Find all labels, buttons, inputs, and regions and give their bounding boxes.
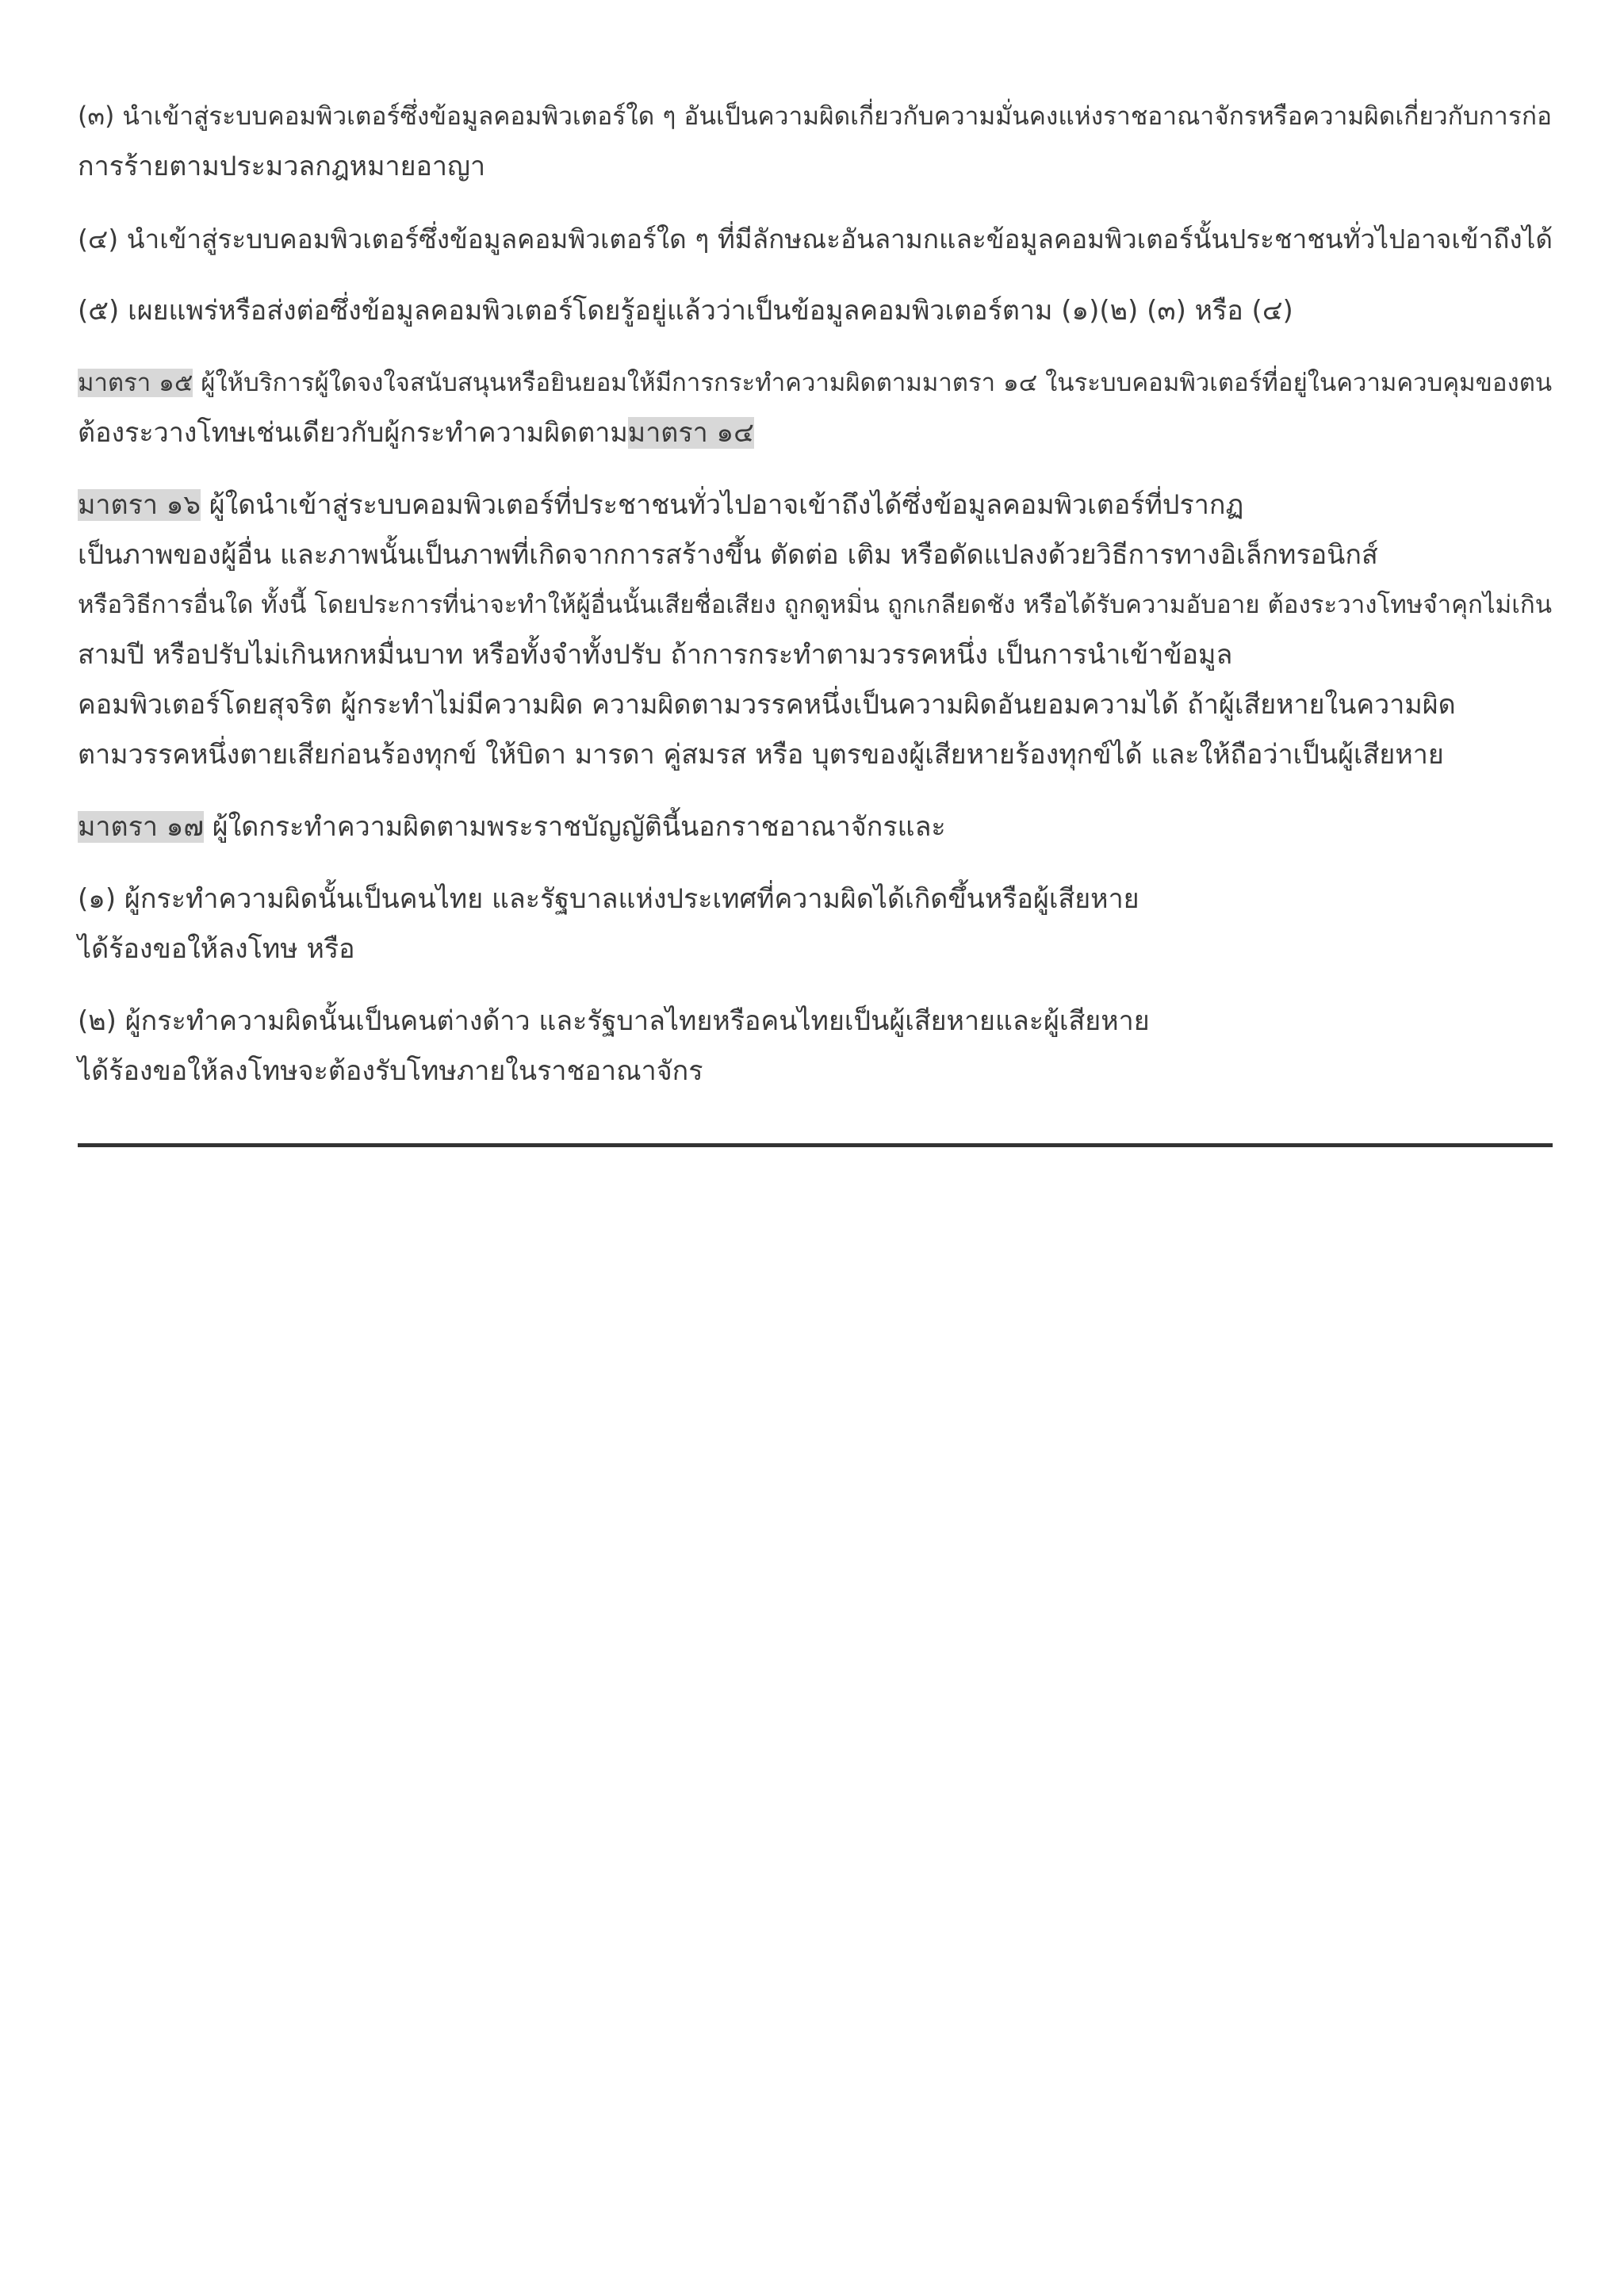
item-4-paragraph <box>78 214 1553 264</box>
text-line: ตามวรรคหนึ่งตายเสียก่อนร้องทุกข์ ให้บิดา มารดา คู่สมรส หรือ บุตรของผู้เสียหายร้องทุกข์ได้ และให้ถือว่าเป็นผู้เสียหาย <box>78 739 1444 771</box>
text-line: ได้ร้องขอให้ลงโทษ หรือ <box>78 933 355 965</box>
section-16-label: มาตรา ๑๖ <box>78 489 201 521</box>
text-line: เป็นภาพของผู้อื่น และภาพนั้นเป็นภาพที่เกิดจากการสร้างขึ้น ตัดต่อ เติม หรือดัดแปลงด้วยวิธีการทางอิเล็กทรอนิกส์ <box>78 539 1378 571</box>
text-line: (๔) นำเข้าสู่ระบบคอมพิวเตอร์ซึ่งข้อมูลคอมพิวเตอร์ใด ๆ ที่มีลักษณะอันลามกและข้อมูลคอมพิวเตอร์นั้นประชาชนทั่วไปอาจเข้าถึงได้ <box>78 224 1553 254</box>
section-15-text-cont: ต้องระวางโทษเช่นเดียวกับผู้กระทำความผิดตาม <box>78 417 628 449</box>
section-14-reference: มาตรา ๑๔ <box>627 417 754 449</box>
document-body <box>78 92 1553 1119</box>
text-line: คอมพิวเตอร์โดยสุจริต ผู้กระทำไม่มีความผิด ความผิดตามวรรคหนึ่งเป็นความผิดอันยอมความได้ ถ้าผู้เสียหายในความผิด <box>78 689 1456 721</box>
text-line <box>78 480 1553 530</box>
text-line: ได้ร้องขอให้ลงโทษจะต้องรับโทษภายในราชอาณาจักร <box>78 1055 703 1087</box>
text-line: (๒) ผู้กระทำความผิดนั้นเป็นคนต่างด้าว และรัฐบาลไทยหรือคนไทยเป็นผู้เสียหายและผู้เสียหาย <box>78 1005 1150 1037</box>
horizontal-divider <box>78 1143 1553 1147</box>
text-line: สามปี หรือปรับไม่เกินหกหมื่นบาท หรือทั้งจำทั้งปรับ ถ้าการกระทำตามวรรคหนึ่ง เป็นการนำเข้าข้อมูล <box>78 639 1233 671</box>
section-17-label: มาตรา ๑๗ <box>78 811 204 843</box>
text-line: (๑) ผู้กระทำความผิดนั้นเป็นคนไทย และรัฐบาลแห่งประเทศที่ความผิดได้เกิดขึ้นหรือผู้เสียหาย <box>78 883 1139 915</box>
section-17-text: ผู้ใดกระทำความผิดตามพระราชบัญญัตินี้นอกราชอาณาจักรและ <box>203 811 946 843</box>
text-line: (๓) นำเข้าสู่ระบบคอมพิวเตอร์ซึ่งข้อมูลคอมพิวเตอร์ใด ๆ อันเป็นความผิดเกี่ยวกับความมั่นคงแห่งราชอาณาจักรหรือความผิดเกี่ยวกับการก่อ <box>78 102 1552 131</box>
item-5-paragraph <box>78 286 1553 336</box>
text-line: หรือวิธีการอื่นใด ทั้งนี้ โดยประการที่น่าจะทำให้ผู้อื่นนั้นเสียชื่อเสียง ถูกดูหมิ่น ถูกเกลียดชัง หรือได้รับความอับอาย ต้องระวางโทษจำคุกไม่เกิน <box>78 591 1553 619</box>
section-17-sub-1 <box>78 874 1553 974</box>
section-16-paragraph <box>78 480 1553 780</box>
section-15-paragraph <box>78 358 1553 458</box>
section-17-sub-2 <box>78 997 1553 1096</box>
text-line: (๕) เผยแพร่หรือส่งต่อซึ่งข้อมูลคอมพิวเตอร์โดยรู้อยู่แล้วว่าเป็นข้อมูลคอมพิวเตอร์ตาม (๑)(๒) (๓) หรือ (๔) <box>78 295 1293 327</box>
text-line <box>78 358 1553 408</box>
text-line <box>78 408 1553 458</box>
item-3-paragraph <box>78 92 1553 192</box>
text-line <box>78 802 1553 852</box>
section-15-label: มาตรา ๑๕ <box>78 369 193 397</box>
section-16-text: ผู้ใดนำเข้าสู่ระบบคอมพิวเตอร์ที่ประชาชนทั่วไปอาจเข้าถึงได้ซึ่งข้อมูลคอมพิวเตอร์ที่ปรากฏ <box>200 489 1244 521</box>
section-17-paragraph <box>78 802 1553 852</box>
section-15-text: ผู้ให้บริการผู้ใดจงใจสนับสนุนหรือยินยอมให้มีการกระทำความผิดตามมาตรา ๑๔ ในระบบคอมพิวเตอร์ที่อยู่ในความควบคุมของตน <box>193 369 1553 397</box>
text-line: การร้ายตามประมวลกฎหมายอาญา <box>78 151 486 182</box>
